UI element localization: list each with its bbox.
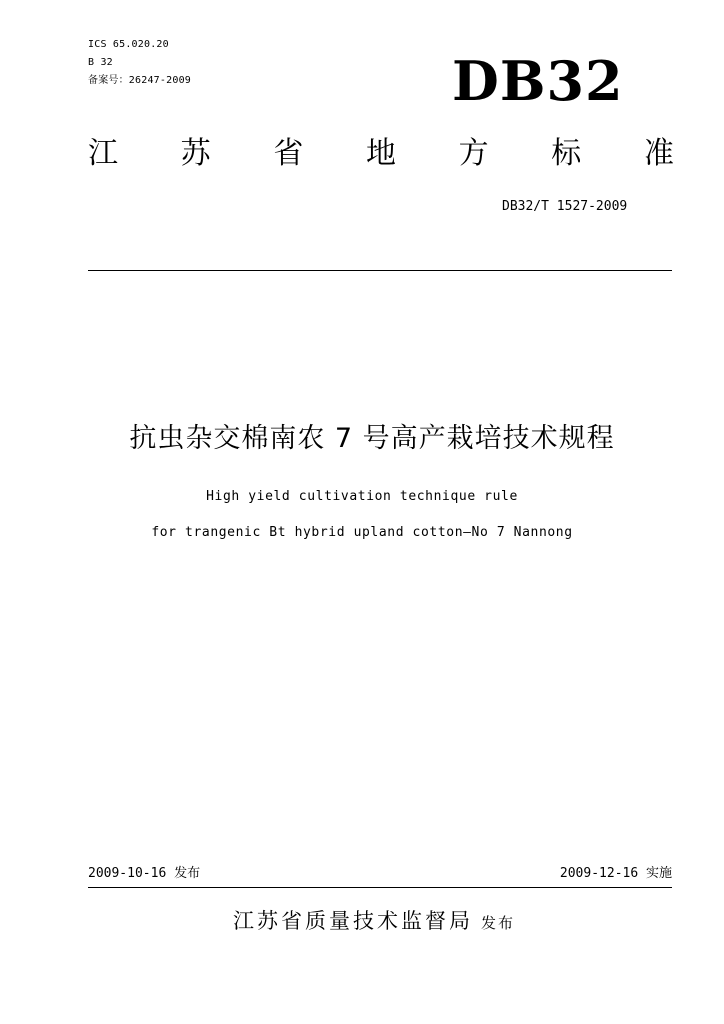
publisher-suffix: 发布 bbox=[480, 914, 515, 932]
top-divider bbox=[88, 270, 672, 271]
bottom-divider bbox=[88, 887, 672, 888]
standard-type-char: 准 bbox=[643, 136, 674, 171]
standard-type-char: 地 bbox=[365, 136, 396, 171]
standard-number: DB32/T 1527-2009 bbox=[502, 199, 628, 214]
standard-type-char: 方 bbox=[458, 136, 489, 171]
publisher-name: 江苏省质量技术监督局 bbox=[232, 909, 473, 933]
english-title-line2: for trangenic Bt hybrid upland cotton—No 7 Nannong bbox=[151, 525, 573, 540]
standard-type-char: 苏 bbox=[180, 136, 211, 171]
standard-type-heading bbox=[88, 134, 674, 174]
publisher bbox=[0, 906, 724, 938]
standard-type-char: 省 bbox=[273, 136, 304, 171]
filing-number: 备案号：26247-2009 bbox=[88, 75, 192, 86]
category-code: B 32 bbox=[88, 57, 113, 68]
chinese-title: 抗虫杂交棉南农 7 号高产栽培技术规程 bbox=[129, 423, 615, 454]
standard-type-char: 标 bbox=[551, 136, 582, 171]
standard-type-char: 江 bbox=[88, 136, 118, 171]
implementation-date: 2009-12-16 实施 bbox=[559, 866, 672, 881]
db32-logo: DB32 bbox=[452, 49, 624, 113]
issue-date: 2009-10-16 发布 bbox=[88, 866, 201, 881]
english-title-line1: High yield cultivation technique rule bbox=[206, 489, 518, 504]
ics-code: ICS 65.020.20 bbox=[88, 39, 169, 50]
